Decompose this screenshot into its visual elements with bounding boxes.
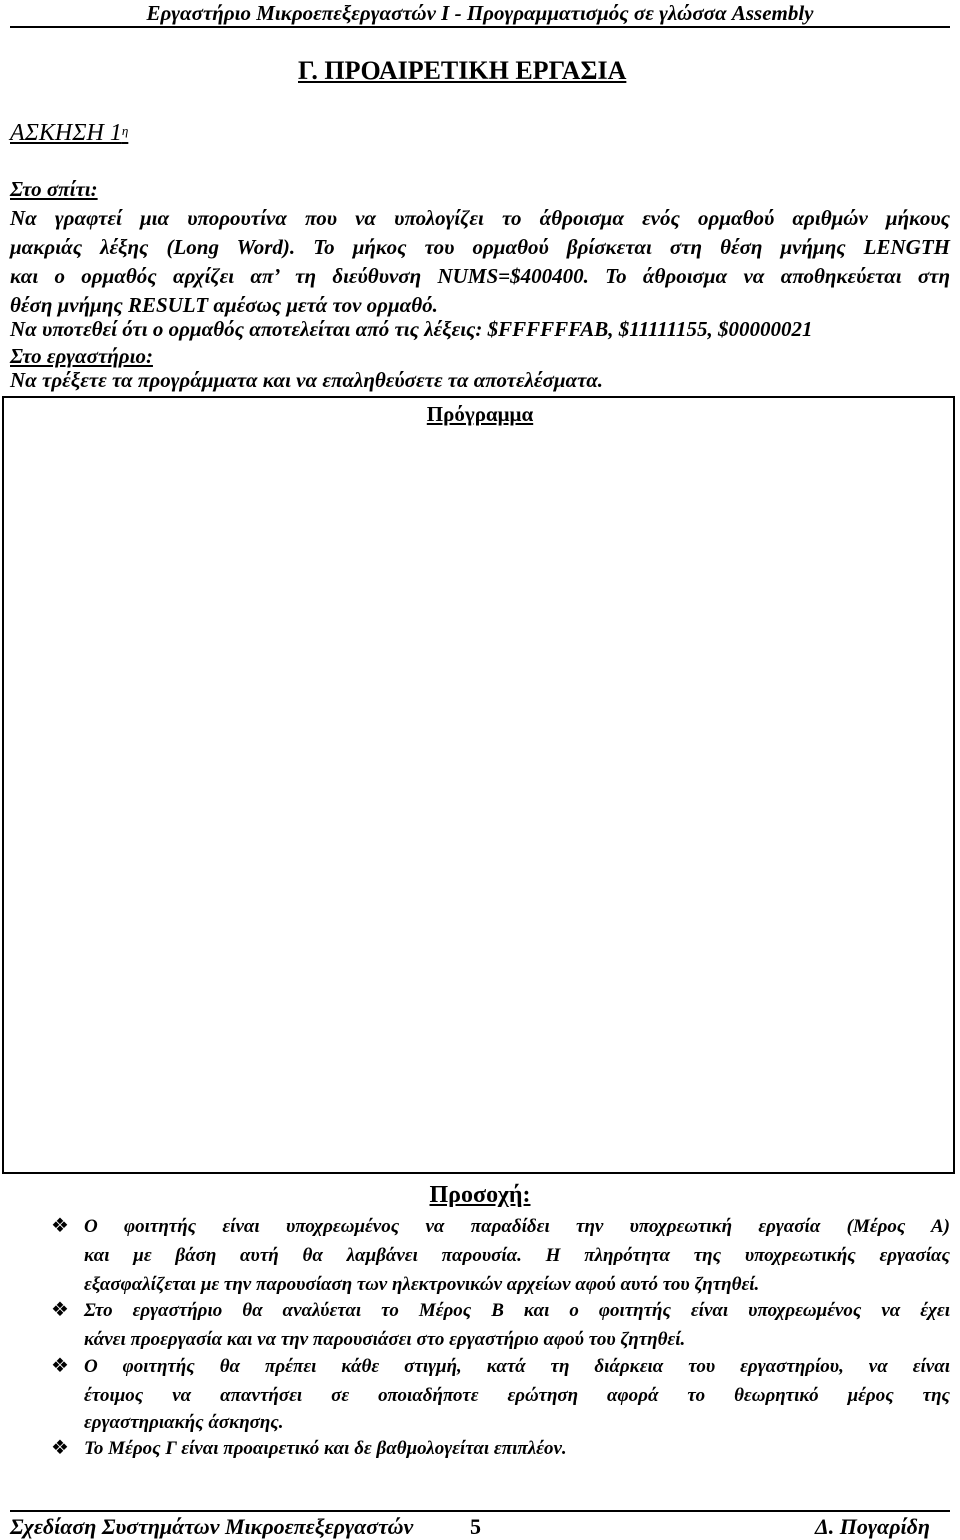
footer-course-title: Σχεδίαση Συστημάτων Μικροεπεξεργαστών (10, 1514, 414, 1539)
footer-divider (10, 1510, 950, 1512)
diamond-bullet-icon: ❖ (51, 1355, 69, 1377)
footer-page-number: 5 (470, 1514, 481, 1539)
notes-title: Προσοχή: (429, 1182, 531, 1208)
diamond-bullet-icon: ❖ (51, 1215, 69, 1237)
home-line-5: Να υποτεθεί ότι ο ορμαθός αποτελείται από τις λέξεις: $FFFFFFAB, $11111155, $00000021 (10, 317, 813, 341)
exercise-title (10, 118, 128, 148)
note-1-line-2: και με βάση αυτή θα λαμβάνει παρουσία. Η πληρότητα της υποχρεωτικής εργασίας (84, 1245, 950, 1266)
note-1-line-3: εξασφαλίζεται με την παρουσίαση των ηλεκτρονικών αρχείων αφού αυτό του ζητηθεί. (84, 1274, 760, 1295)
home-line-2: μακριάς λέξης (Long Word). Το μήκος του ορμαθού βρίσκεται στη θέση μνήμης LENGTH (10, 235, 950, 259)
note-2-line-1: Στο εργαστήριο θα αναλύεται το Μέρος Β και ο φοιτητής είναι υποχρεωμένος να έχει (84, 1300, 950, 1321)
note-1-line-1: Ο φοιτητής είναι υποχρεωμένος να παραδίδει την υποχρεωτική εργασία (Μέρος Α) (84, 1216, 950, 1237)
note-3-line-2: έτοιμος να απαντήσει σε οποιαδήποτε ερώτηση αφορά το θεωρητικό μέρος της (84, 1385, 950, 1406)
home-heading: Στο σπίτι: (10, 177, 98, 201)
home-line-1: Να γραφτεί μια υπορουτίνα που να υπολογίζει το άθροισμα ενός ορμαθού αριθμών μήκους (10, 206, 950, 230)
exercise-title-superscript: η (121, 123, 129, 138)
note-2-line-2: κάνει προεργασία και να την παρουσιάσει στο εργαστήριο αφού του ζητηθεί. (84, 1329, 686, 1350)
header-divider (10, 26, 950, 28)
program-title: Πρόγραμμα (426, 402, 534, 426)
home-line-3: και ο ορμαθός αρχίζει απ’ τη διεύθυνση NUMS=$400400. Το άθροισμα να αποθηκεύεται στη (10, 264, 950, 288)
lab-heading: Στο εργαστήριο: (10, 344, 153, 368)
diamond-bullet-icon: ❖ (51, 1299, 69, 1321)
home-line-4: θέση μνήμης RESULT αμέσως μετά τον ορμαθό. (10, 293, 438, 317)
page-header-title: Εργαστήριο Μικροεπεξεργαστών Ι - Προγραμματισμός σε γλώσσα Assembly (146, 1, 814, 25)
footer-author: Δ. Πογαρίδη (814, 1514, 930, 1539)
program-box (2, 396, 955, 1174)
lab-text: Να τρέξετε τα προγράμματα και να επαληθεύσετε τα αποτελέσματα. (10, 368, 604, 392)
exercise-title-text: ΑΣΚΗΣΗ 1 (10, 120, 122, 146)
note-3-line-1: Ο φοιτητής θα πρέπει κάθε στιγμή, κατά τη διάρκεια του εργαστηρίου, να είναι (84, 1356, 950, 1377)
note-4-line-1: Το Μέρος Γ είναι προαιρετικό και δε βαθμολογείται επιπλέον. (84, 1438, 567, 1459)
diamond-bullet-icon: ❖ (51, 1437, 69, 1459)
section-title: Γ. ΠΡΟΑΙΡΕΤΙΚΗ ΕΡΓΑΣΙΑ (298, 56, 627, 85)
note-3-line-3: εργαστηριακής άσκησης. (84, 1412, 284, 1433)
